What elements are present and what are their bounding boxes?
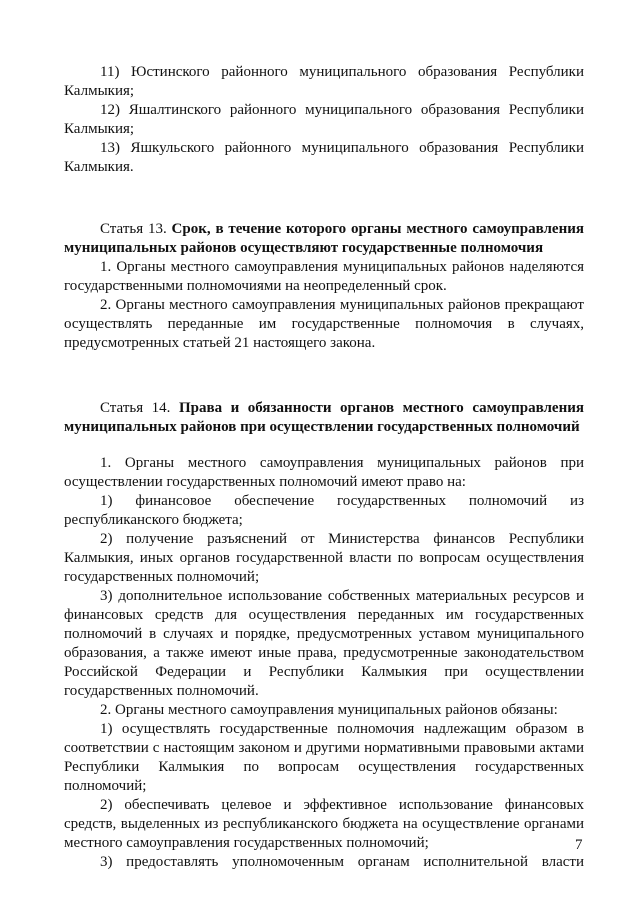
list-item: 11) Юстинского районного муниципального образования Республики Калмыкия;: [64, 64, 584, 99]
article-14-paragraph: 1) финансовое обеспечение государственных полномочий из республиканского бюджета;: [64, 493, 584, 528]
article-14-paragraph: 1) осуществлять государственные полномочия надлежащим образом в соответствии с настоящим законом и другими нормативными правовыми актами Республики Калмыкия по вопросам осуществления государственных полномочий;: [64, 721, 584, 794]
article-13-title: [64, 220, 584, 258]
article-14-title: [64, 399, 584, 437]
article-14-paragraph: 2) получение разъяснений от Министерства финансов Республики Калмыкия, иных органов государственной власти по вопросам осуществления государственных полномочий;: [64, 531, 584, 585]
article-14-paragraph: 2) обеспечивать целевое и эффективное использование финансовых средств, выделенных из республиканского бюджета на осуществление органами местного самоуправления государственных полномочий;: [64, 797, 584, 851]
article-14-paragraph: 3) предоставлять уполномоченным органам исполнительной власти: [100, 854, 584, 870]
article-13-paragraph: 2. Органы местного самоуправления муниципальных районов прекращают осуществлять переданные им государственные полномочия в случаях, предусмотренных статьей 21 настоящего закона.: [64, 297, 584, 351]
article-13-paragraph: 1. Органы местного самоуправления муниципальных районов наделяются государственными полномочиями на неопределенный срок.: [64, 259, 584, 294]
article-14-paragraph: 1. Органы местного самоуправления муниципальных районов при осуществлении государственных полномочий имеют право на:: [64, 455, 584, 490]
article-14-label: Статья 14.: [100, 400, 171, 416]
article-13-label: Статья 13.: [100, 221, 167, 237]
page-number: 7: [575, 837, 583, 853]
article-14-heading: Права и обязанности органов местного самоуправления муниципальных районов при осуществлении государственных полномочий: [64, 400, 584, 435]
list-item: 12) Яшалтинского районного муниципального образования Республики Калмыкия;: [64, 102, 584, 137]
list-item: 13) Яшкульского районного муниципального образования Республики Калмыкия.: [64, 140, 584, 175]
article-13-heading: Срок, в течение которого органы местного самоуправления муниципальных районов осуществляют государственные полномочия: [64, 221, 584, 256]
article-14-paragraph: 2. Органы местного самоуправления муниципальных районов обязаны:: [100, 702, 558, 718]
document-body: [64, 63, 584, 872]
article-14-paragraph: 3) дополнительное использование собственных материальных ресурсов и финансовых средств для осуществления переданных им государственных полномочий в случаях и порядке, предусмотренных уставом муниципального образования, а также имеют иные права, предусмотренные законодательством Российской Федерации и Республики Калмыкия при осуществлении государственных полномочий.: [64, 588, 584, 699]
